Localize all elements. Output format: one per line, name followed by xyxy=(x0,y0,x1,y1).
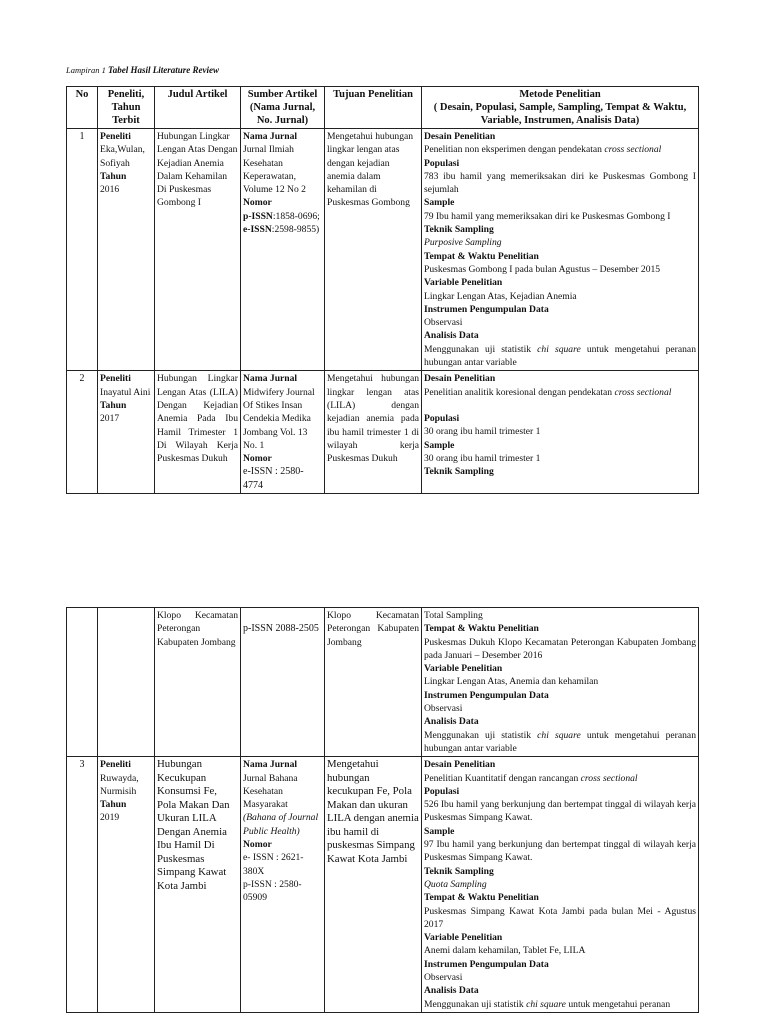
instrumen-value: Observasi xyxy=(424,703,463,715)
tahun-value: 2017 xyxy=(100,413,120,425)
literature-review-table-continued xyxy=(66,607,699,1013)
cell-metode xyxy=(422,129,699,371)
label-instrumen: Instrumen Pengumpulan Data xyxy=(424,303,549,315)
label-desain: Desain Penelitian xyxy=(424,131,496,142)
issn-print: p-ISSN : 2580-05909 xyxy=(243,878,302,904)
cell-peneliti xyxy=(98,129,155,371)
label-sample: Sample xyxy=(424,197,455,209)
variable-value: Lingkar Lengan Atas, Kejadian Anemia xyxy=(424,290,577,302)
table-row xyxy=(67,371,699,494)
cell-tujuan: Klopo Kecamatan Peterongan Kabupaten Jombang xyxy=(325,608,422,757)
cell-peneliti xyxy=(98,371,155,494)
header-judul: Judul Artikel xyxy=(155,87,241,129)
populasi-value: 526 Ibu hamil yang berkunjung dan bertempat tinggal di wilayah kerja Puskesmas Simpang Kawat. xyxy=(424,799,696,824)
caption-prefix: Lampiran 1 xyxy=(66,65,106,75)
label-desain: Desain Penelitian xyxy=(424,759,496,771)
label-tahun: Tahun xyxy=(100,799,127,811)
row-number xyxy=(67,608,98,757)
cell-judul: Hubungan Lingkar Lengan Atas Dengan Kejadian Anemia Dalam Kehamilan Di Puskesmas Gombong I xyxy=(155,129,241,371)
cell-metode xyxy=(422,608,699,757)
table-header-row xyxy=(67,87,699,129)
label-peneliti: Peneliti xyxy=(100,131,131,142)
tempat-value: Puskesmas Gombong I pada bulan Agustus – Desember 2015 xyxy=(424,263,661,275)
jurnal-name: Midwifery Journal Of Stikes Insan Cendekia Medika Jombang Vol. 13 No. 1 xyxy=(243,386,315,451)
cell-tujuan: Mengetahui hubungan kecukupan Fe, Pola Makan dan ukuran LILA dengan anemia ibu hamil di puskesmas Simpang Kawat Kota Jambi xyxy=(325,757,422,1013)
cell-sumber xyxy=(241,129,325,371)
label-tempat: Tempat & Waktu Penelitian xyxy=(424,623,539,635)
spacer xyxy=(243,609,322,622)
jurnal-name: Jurnal Bahana Kesehatan Masyarakat xyxy=(243,772,298,811)
cell-tujuan: Mengetahui hubungan lingkar lengan atas (LILA) dengan kejadian anemia pada ibu hamil trimester 1 di wilayah kerja Puskesmas Dukuh xyxy=(325,371,422,494)
label-instrumen: Instrumen Pengumpulan Data xyxy=(424,958,549,970)
label-analisis: Analisis Data xyxy=(424,716,479,728)
label-populasi: Populasi xyxy=(424,412,460,424)
caption-title: Tabel Hasil Literature Review xyxy=(108,65,219,75)
row-number: 2 xyxy=(67,371,98,494)
analisis-value: Menggunakan uji statistik chi square untuk mengetahui peranan hubungan antar variable xyxy=(424,729,696,754)
label-teknik: Teknik Sampling xyxy=(424,224,494,236)
table-row xyxy=(67,757,699,1013)
label-variable: Variable Penelitian xyxy=(424,277,503,289)
teknik-value: Quota Sampling xyxy=(424,878,487,890)
label-analisis: Analisis Data xyxy=(424,330,479,342)
label-variable: Variable Penelitian xyxy=(424,932,503,944)
tempat-value: Puskesmas Dukuh Klopo Kecamatan Peterongan Kabupaten Jombang pada Januari – Desember 2016 xyxy=(424,636,696,661)
label-tempat: Tempat & Waktu Penelitian xyxy=(424,892,539,904)
table-row xyxy=(67,608,699,757)
header-tujuan: Tujuan Penelitian xyxy=(325,87,422,129)
peneliti-names: Inayatul Aini xyxy=(100,386,151,398)
cell-judul: Hubungan Kecukupan Konsumsi Fe, Pola Makan Dan Ukuran LILA Dengan Anemia Ibu Hamil Di Puskesmas Simpang Kawat Kota Jambi xyxy=(155,757,241,1013)
jurnal-name-english: (Bahana of Journal Public Health) xyxy=(243,812,319,837)
header-no: No xyxy=(67,87,98,129)
header-peneliti: Peneliti, Tahun Terbit xyxy=(98,87,155,129)
header-metode-subtitle: ( Desain, Populasi, Sample, Sampling, Tempat & Waktu, Variable, Instrumen, Analisis Data) xyxy=(433,102,687,126)
label-teknik: Teknik Sampling xyxy=(424,865,494,877)
label-analisis: Analisis Data xyxy=(424,985,479,997)
label-nomor: Nomor xyxy=(243,197,272,209)
populasi-value: 783 ibu hamil yang memeriksakan diri ke Puskesmas Gombong I sejumlah xyxy=(424,170,696,196)
tempat-value: Puskesmas Simpang Kawat Kota Jambi pada bulan Mei - Agustus 2017 xyxy=(424,905,696,930)
sample-value: 97 Ibu hamil yang berkunjung dan bertempat tinggal di wilayah kerja Puskesmas Simpang Kawat. xyxy=(424,839,696,864)
label-populasi: Populasi xyxy=(424,785,460,797)
label-variable: Variable Penelitian xyxy=(424,663,503,675)
tahun-value: 2019 xyxy=(100,812,120,824)
label-populasi: Populasi xyxy=(424,157,460,169)
cell-sumber xyxy=(241,757,325,1013)
issn-electronic: e- ISSN : 2621-380X xyxy=(243,852,304,877)
peneliti-names: Ruwayda, Nurmisih xyxy=(100,772,139,797)
issn-print: p-ISSN:1858-0696; xyxy=(243,210,320,222)
label-peneliti: Peneliti xyxy=(100,759,131,771)
desain-value: Penelitian analitik koresional dengan pendekatan cross sectional xyxy=(424,386,672,398)
populasi-value: 30 orang ibu hamil trimester 1 xyxy=(424,426,541,438)
label-tahun: Tahun xyxy=(100,170,127,182)
header-sumber: Sumber Artikel (Nama Jurnal, No. Jurnal) xyxy=(241,87,325,129)
variable-value: Anemi dalam kehamilan, Tablet Fe, LILA xyxy=(424,945,586,957)
desain-value: Penelitian non eksperimen dengan pendekatan cross sectional xyxy=(424,144,662,156)
table-caption xyxy=(66,65,219,75)
label-sample: Sample xyxy=(424,825,455,837)
literature-review-table xyxy=(66,86,699,494)
cell-sumber xyxy=(241,371,325,494)
sample-value: 30 orang ibu hamil trimester 1 xyxy=(424,452,541,464)
label-nama-jurnal: Nama Jurnal xyxy=(243,131,298,142)
label-peneliti: Peneliti xyxy=(100,373,131,385)
label-tempat: Tempat & Waktu Penelitian xyxy=(424,250,539,262)
label-sample: Sample xyxy=(424,439,455,451)
cell-judul: Klopo Kecamatan Peterongan Kabupaten Jombang xyxy=(155,608,241,757)
cell-metode xyxy=(422,757,699,1013)
label-desain: Desain Penelitian xyxy=(424,373,496,385)
cell-tujuan: Mengetahui hubungan lingkar lengan atas dengan kejadian anemia dalam kehamilan di Puskesmas Gombong xyxy=(325,129,422,371)
header-metode xyxy=(422,87,699,129)
instrumen-value: Observasi xyxy=(424,972,463,984)
label-teknik: Teknik Sampling xyxy=(424,466,494,478)
teknik-value: Total Sampling xyxy=(424,610,483,621)
cell-judul: Hubungan Lingkar Lengan Atas (LILA) Dengan Kejadian Anemia Pada Ibu Hamil Trimester 1 Di Wilayah Kerja Puskesmas Dukuh xyxy=(155,371,241,494)
table-row xyxy=(67,129,699,371)
label-tahun: Tahun xyxy=(100,399,127,411)
issn-print: p-ISSN 2088-2505 xyxy=(243,623,319,634)
sample-value: 79 Ibu hamil yang memeriksakan diri ke Puskesmas Gombong I xyxy=(424,210,671,222)
label-nomor: Nomor xyxy=(243,453,272,465)
desain-value: Penelitian Kuantitatif dengan rancangan cross sectional xyxy=(424,772,638,784)
header-metode-title: Metode Penelitian xyxy=(519,89,601,100)
label-nomor: Nomor xyxy=(243,839,272,851)
label-nama-jurnal: Nama Jurnal xyxy=(243,373,298,385)
tahun-value: 2016 xyxy=(100,184,120,196)
jurnal-name: Jurnal Ilmiah Kesehatan Keperawatan, Volume 12 No 2 xyxy=(243,144,306,196)
variable-value: Lingkar Lengan Atas, Anemia dan kehamilan xyxy=(424,676,599,688)
row-number: 1 xyxy=(67,129,98,371)
analisis-value: Menggunakan uji statistik chi square untuk mengetahui peranan xyxy=(424,998,671,1010)
issn-electronic: e-ISSN : 2580-4774 xyxy=(243,466,304,491)
cell-peneliti xyxy=(98,608,155,757)
instrumen-value: Observasi xyxy=(424,317,463,329)
spacer xyxy=(424,399,696,412)
issn-electronic: e-ISSN:2598-9855) xyxy=(243,224,320,236)
cell-metode xyxy=(422,371,699,494)
analisis-value: Menggunakan uji statistik chi square untuk mengetahui peranan hubungan antar variable xyxy=(424,343,696,369)
row-number: 3 xyxy=(67,757,98,1013)
cell-sumber xyxy=(241,608,325,757)
peneliti-names: Eka,Wulan, Sofiyah xyxy=(100,144,145,169)
label-instrumen: Instrumen Pengumpulan Data xyxy=(424,689,549,701)
teknik-value: Purposive Sampling xyxy=(424,237,502,249)
cell-peneliti xyxy=(98,757,155,1013)
label-nama-jurnal: Nama Jurnal xyxy=(243,759,298,771)
